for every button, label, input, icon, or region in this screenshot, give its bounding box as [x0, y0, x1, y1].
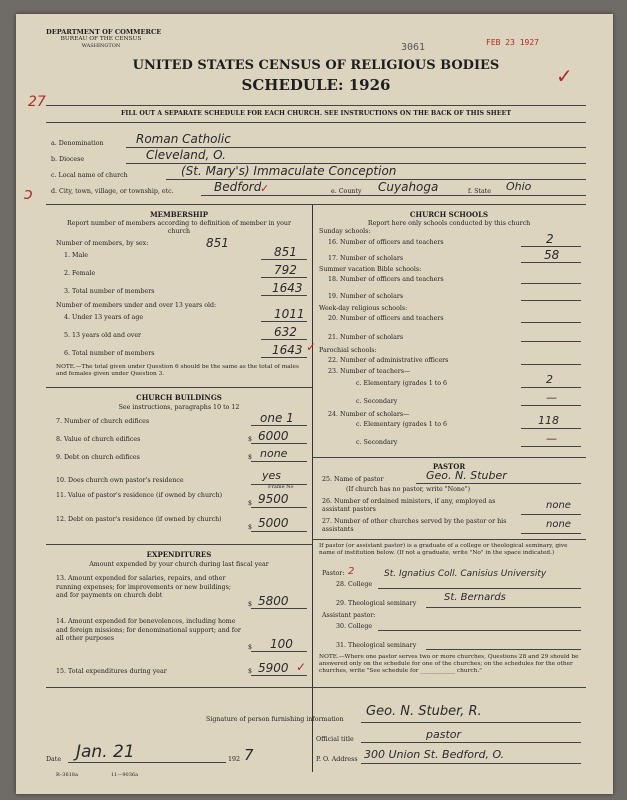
q24s-label: c. Secondary — [356, 439, 398, 446]
denomination-label: a. Denomination — [51, 140, 104, 147]
q24-label: 24. Number of scholars— — [328, 411, 410, 418]
dollar-sign: $ — [248, 601, 253, 608]
dollar-sign: $ — [248, 454, 253, 461]
city-name: WASHINGTON — [81, 43, 121, 49]
weekday-label: Week-day religious schools: — [319, 305, 408, 312]
serial-number: 3061 — [401, 42, 426, 53]
parochial-label: Parochial schools: — [319, 347, 377, 354]
city-value[interactable]: Bedford — [214, 180, 262, 194]
form-number: R–3618a — [56, 772, 78, 778]
total-members-value[interactable]: 1643 — [272, 281, 303, 295]
schools-title: CHURCH SCHOOLS — [409, 210, 489, 219]
assistant-seminary-label: 31. Theological seminary — [336, 642, 417, 649]
q24s-value[interactable]: — — [546, 432, 557, 445]
diocese-label: b. Diocese — [51, 156, 85, 163]
membership-note: NOTE.—The total given under Question 6 should be the same as the total of males and females given under Question 3. — [56, 364, 299, 377]
year-value[interactable]: 7 — [244, 746, 254, 764]
buildings-intro: See instructions, paragraphs 10 to 12 — [118, 404, 240, 411]
q23c-value[interactable]: 2 — [546, 373, 553, 386]
expenditures-intro: Amount expended by your church during last fiscal year — [89, 561, 269, 568]
residence-debt-label: 12. Debt on pastor's residence (if owned by church) — [56, 516, 222, 523]
annotation-mark: 2 — [348, 566, 355, 577]
bureau-name: BUREAU OF THE CENSUS — [60, 36, 142, 42]
q16-label: 16. Number of officers and teachers — [328, 239, 444, 246]
department-name: DEPARTMENT OF COMMERCE — [46, 28, 162, 36]
schools-intro: Report here only schools conducted by this church — [367, 220, 531, 227]
pastor-name-value[interactable]: Geo. N. Stuber — [426, 469, 507, 482]
schedule-title: SCHEDULE: 1926 — [241, 76, 391, 94]
pastor-note: NOTE.—Where one pastor serves two or more churches, Questions 28 and 29 should be answered only on the schedule for one of the churches; on the schedules for the other churches, write "See schedule for ____________ church." — [319, 654, 579, 674]
seminary-label: 29. Theological seminary — [336, 600, 417, 607]
under13-label: 4. Under 13 years of age — [64, 314, 144, 321]
edifice-debt-label: 9. Debt on church edifices — [56, 454, 140, 461]
female-value[interactable]: 792 — [274, 263, 297, 277]
state-label: f. State — [468, 188, 491, 195]
local-name-value[interactable]: (St. Mary's) Immaculate Conception — [181, 164, 397, 178]
q23-label: 23. Number of teachers— — [328, 368, 411, 375]
print-number: 11—9036a — [111, 772, 139, 778]
check-mark-icon: ✓ — [260, 182, 270, 195]
female-label: 2. Female — [64, 270, 96, 277]
address-value[interactable]: 300 Union St. Bedford, O. — [364, 748, 505, 761]
residence-owned-value[interactable]: yes — [262, 469, 282, 482]
assistant-pastors-value[interactable]: none — [546, 500, 571, 511]
dollar-sign: $ — [248, 524, 253, 531]
city-label: d. City, town, village, or township, etc. — [51, 188, 174, 195]
male-scratch-value: 851 — [206, 236, 229, 250]
official-title-label: Official title — [316, 736, 354, 743]
edifice-value-label: 8. Value of church edifices — [56, 436, 141, 443]
pastor-sub-label: Pastor: — [322, 570, 345, 577]
check-mark-icon: ✓ — [306, 340, 317, 354]
residence-note: Frame No — [268, 484, 294, 490]
male-value[interactable]: 851 — [274, 245, 297, 259]
running-expenses-value[interactable]: 5800 — [258, 594, 289, 608]
graduate-note: If pastor (or assistant pastor) is a graduate of a college or theological seminary, give name of institution below. (If not a graduate, write "No" in the space indicated.) — [319, 543, 568, 556]
other-churches-value[interactable]: none — [546, 519, 571, 530]
county-value[interactable]: Cuyahoga — [378, 180, 439, 194]
local-name-label: c. Local name of church — [51, 172, 128, 179]
total-members-label: 3. Total number of members — [64, 288, 155, 295]
over13-label: 5. 13 years old and over — [64, 332, 142, 339]
q19-label: 19. Number of scholars — [328, 293, 404, 300]
edifice-debt-value[interactable]: none — [260, 447, 288, 460]
q17-label: 17. Number of scholars — [328, 255, 404, 262]
residence-owned-label: 10. Does church own pastor's residence — [56, 477, 184, 484]
residence-debt-value[interactable]: 5000 — [258, 516, 289, 530]
q18-label: 18. Number of officers and teachers — [328, 276, 444, 283]
assistant-college-label: 30. College — [336, 623, 373, 630]
received-stamp: FEB 23 1927 — [486, 38, 539, 47]
check-mark-icon: ✓ — [556, 64, 573, 88]
q21-label: 21. Number of scholars — [328, 334, 404, 341]
expenditures-title: EXPENDITURES — [146, 550, 212, 559]
edifices-value[interactable]: one 1 — [260, 411, 294, 425]
dollar-sign: $ — [248, 668, 253, 675]
q22-label: 22. Number of administrative officers — [328, 357, 449, 364]
pastor-none-note: (If church has no pastor, write "None") — [346, 486, 471, 493]
college-value[interactable]: St. Ignatius Coll. Canisius University — [384, 569, 547, 579]
official-title-value[interactable]: pastor — [426, 728, 462, 741]
q23s-value[interactable]: — — [546, 391, 557, 404]
q24c-value[interactable]: 118 — [538, 414, 559, 427]
over13-value[interactable]: 632 — [274, 325, 297, 339]
year-prefix: 192 — [228, 756, 241, 763]
summer-label: Summer vacation Bible schools: — [319, 266, 422, 273]
edifice-value-value[interactable]: 6000 — [258, 429, 289, 443]
census-schedule-sheet — [16, 14, 613, 794]
dollar-sign: $ — [248, 644, 253, 651]
total-expenditures-value[interactable]: 5900 — [258, 661, 289, 675]
under13-value[interactable]: 1011 — [274, 307, 305, 321]
dollar-sign: $ — [248, 436, 253, 443]
check-mark-icon: ✓ — [296, 660, 307, 674]
membership-title: MEMBERSHIP — [149, 210, 209, 219]
edifices-label: 7. Number of church edifices — [56, 418, 150, 425]
benevolences-label: 14. Amount expended for benevolences, including home and foreign missions; for denominational support; and for all other purposes — [56, 618, 241, 643]
pastor-title: PASTOR — [432, 462, 466, 471]
college-label: 28. College — [336, 581, 373, 588]
date-value[interactable]: Jan. 21 — [76, 742, 135, 762]
sunday-label: Sunday schools: — [319, 228, 371, 235]
other-churches-label: 27. Number of other churches served by the pastor or his assistants — [322, 518, 507, 533]
annotation-mark: 27 — [28, 94, 46, 110]
address-label: P. O. Address — [316, 756, 358, 763]
sex-label: Number of members, by sex: — [56, 240, 149, 247]
denomination-value[interactable]: Roman Catholic — [136, 132, 231, 146]
pastor-name-label: 25. Name of pastor — [322, 476, 384, 483]
male-label: 1. Male — [64, 252, 88, 259]
q16-value[interactable]: 2 — [546, 232, 554, 246]
total-expenditures-label: 15. Total expenditures during year — [56, 668, 167, 675]
residence-value-value[interactable]: 9500 — [258, 492, 289, 506]
state-value[interactable]: Ohio — [506, 180, 532, 193]
q23c-label: c. Elementary (grades 1 to 6 — [356, 380, 448, 387]
diocese-value[interactable]: Cleveland, O. — [146, 148, 226, 162]
county-label: e. County — [331, 188, 362, 195]
signature-value[interactable]: Geo. N. Stuber, R. — [366, 704, 482, 719]
form-instruction: FILL OUT A SEPARATE SCHEDULE FOR EACH CHURCH. SEE INSTRUCTIONS ON THE BACK OF THIS SHEET — [120, 110, 512, 117]
seminary-value[interactable]: St. Bernards — [444, 592, 506, 603]
benevolences-value[interactable]: 100 — [270, 637, 293, 651]
residence-value-label: 11. Value of pastor's residence (if owned by church) — [56, 492, 223, 499]
q23s-label: c. Secondary — [356, 398, 398, 405]
check-mark-icon: ↄ — [24, 184, 33, 203]
age-label: Number of members under and over 13 years old: — [56, 302, 217, 309]
signature-label: Signature of person furnishing information — [206, 716, 344, 723]
membership-intro: Report number of members according to definition of member in your church — [66, 220, 291, 235]
total-age-value[interactable]: 1643 — [272, 343, 303, 357]
q17-value[interactable]: 58 — [544, 248, 560, 262]
assistant-pastors-label: 26. Number of ordained ministers, if any, employed as assistant pastors — [322, 498, 496, 513]
dollar-sign: $ — [248, 500, 253, 507]
form-title: UNITED STATES CENSUS OF RELIGIOUS BODIES — [132, 58, 500, 73]
buildings-title: CHURCH BUILDINGS — [136, 393, 222, 402]
assistant-sub-label: Assistant pastor: — [322, 612, 376, 619]
date-label: Date — [46, 756, 62, 763]
q24c-label: c. Elementary (grades 1 to 6 — [356, 421, 448, 428]
q20-label: 20. Number of officers and teachers — [328, 315, 444, 322]
total-age-label: 6. Total number of members — [64, 350, 155, 357]
running-expenses-label: 13. Amount expended for salaries, repairs, and other running expenses; for improvements or new buildings; and for payments on church debt — [56, 575, 232, 600]
